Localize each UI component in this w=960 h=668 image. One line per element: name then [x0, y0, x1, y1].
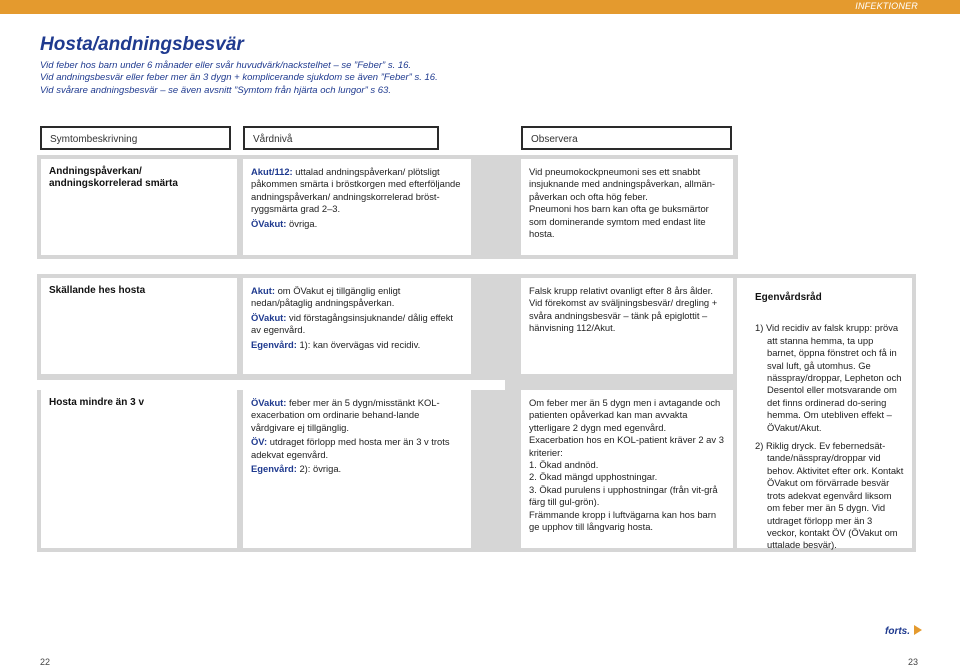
row-panel-cough: [37, 274, 738, 552]
row-divider: [37, 380, 505, 390]
observe-cell: [521, 390, 733, 548]
level-entry: Egenvård: 2): övriga.: [251, 463, 342, 475]
intro-line: Vid svårare andningsbesvär – se även avsnitt ”Symtom från hjärta och lungor” s 63.: [40, 84, 391, 96]
column-header-observe: Observera: [521, 126, 732, 150]
symptom-cell: Andningspåverkan/ andningskorrelerad smärta: [41, 159, 237, 255]
observe-text: Främmande kropp i luftvägarna kan hos barn ge upphov till långvarig hosta.: [529, 508, 717, 533]
egenvard-cell: [737, 278, 912, 551]
arrow-right-icon: [914, 625, 922, 635]
level-cell: [243, 159, 471, 255]
observe-text: Exacerbation hos en KOL-patient kräver 2 av 3 kriterier:: [529, 434, 724, 458]
level-entry: Akut: om ÖVakut ej tillgänglig enligt nedan/påtaglig andningspåverkan.: [251, 285, 401, 309]
egenvard-panel: [737, 274, 916, 552]
egenvard-title: Egenvårdsråd: [755, 292, 822, 303]
level-cell: [243, 390, 471, 548]
intro-line: Vid feber hos barn under 6 månader eller svår huvudvärk/nackstelhet – se ”Feber” s. 16.: [40, 60, 412, 71]
symptom-cell: Hosta mindre än 3 v: [41, 390, 237, 548]
page-number-right: 23: [907, 657, 918, 667]
observe-cell: [521, 159, 733, 255]
level-entry: Egenvård: 1): kan övervägas vid recidiv.: [251, 338, 421, 350]
level-cell: [243, 278, 471, 374]
row-panel-breathing: [37, 155, 738, 259]
section-bar: [0, 0, 960, 14]
intro-line: Vid andningsbesvär eller feber mer än 3 dygn + komplicerande sjukdom se även ”Feber” s. 16.: [40, 72, 438, 84]
egenvard-item: 1) Vid recidiv av falsk krupp: pröva att stanna hemma, ta upp barnet, öppna fönstret och få in sval luft, gå utomhus. Ge nässpray/droppar, Lepheton och Desentol eller motsvarande om det finns ordinerad do-sering hemma. Om utebliven effekt – ÖVakut/Akut.: [755, 322, 902, 433]
observe-text: Pneumoni hos barn kan ofta ge buksmärtor som dominerande symtom med endast lite hosta.: [529, 203, 709, 240]
section-label: INFEKTIONER: [855, 1, 918, 11]
observe-text: 2. Ökad mängd upphostningar.: [529, 471, 658, 483]
column-header-symptom: Symtombeskrivning: [40, 126, 231, 150]
observe-cell: [521, 278, 733, 374]
observe-text: Om feber mer än 5 dygn men i avtagande och patienten opåverkad kan man avvakta ytterligare 2 dygn med egenvård.: [529, 397, 721, 433]
symptom-cell: Skällande hes hosta: [41, 278, 237, 374]
observe-text: Vid pneumokockpneumoni ses ett snabbt insjuknande med andningspåverkan, allmän-påverkan och ofta hög feber.: [529, 166, 716, 202]
level-entry: Akut/112: uttalad andningspåverkan/ plötsligt påkommen smärta i bröstkorgen med efterföljande andningspåverkan/ andningskorrelerad bröst-ryggsmärta grad 2–3.: [251, 166, 461, 215]
level-entry: ÖVakut: feber mer än 5 dygn/misstänkt KOL-exacerbation om ordinarie behand-lande vårdgivare ej tillgänglig.: [251, 397, 440, 433]
intro-notes: [40, 60, 600, 97]
continued-marker: forts.: [885, 625, 922, 637]
level-entry: ÖV: utdraget förlopp med hosta mer än 3 v trots adekvat egenvård.: [251, 436, 450, 460]
observe-text: 3. Ökad purulens i upphostningar (från vit-grå färg till gul-grön).: [529, 483, 718, 508]
observe-text: Falsk krupp relativt ovanligt efter 8 års ålder. Vid förekomst av sväljningsbesvär/ dregling + svåra andningsbesvär – tänk på epiglottit – hänvisning 112/Akut.: [529, 285, 718, 334]
level-entry: ÖVakut: övriga.: [251, 217, 318, 229]
page-number-left: 22: [40, 657, 51, 667]
column-header-level: Vårdnivå: [243, 126, 439, 150]
observe-text: 1. Ökad andnöd.: [529, 459, 599, 471]
level-entry: ÖVakut: vid förstagångsinsjuknande/ dålig effekt av egenvård.: [251, 311, 454, 336]
egenvard-item: 2) Riklig dryck. Ev febernedsät-tande/nässpray/droppar vid behov. Aktivitet efter ork. Kontakt ÖVakut om förvärrade besvär trots adekvat egenvård liksom om feber mer än 5 dygn. Vid utdraget förlopp mer än 3 veckor, kontakt ÖV (ÖVakut om uttalade besvär).: [755, 440, 904, 551]
page-title: Hosta/andningsbesvär: [40, 34, 244, 55]
